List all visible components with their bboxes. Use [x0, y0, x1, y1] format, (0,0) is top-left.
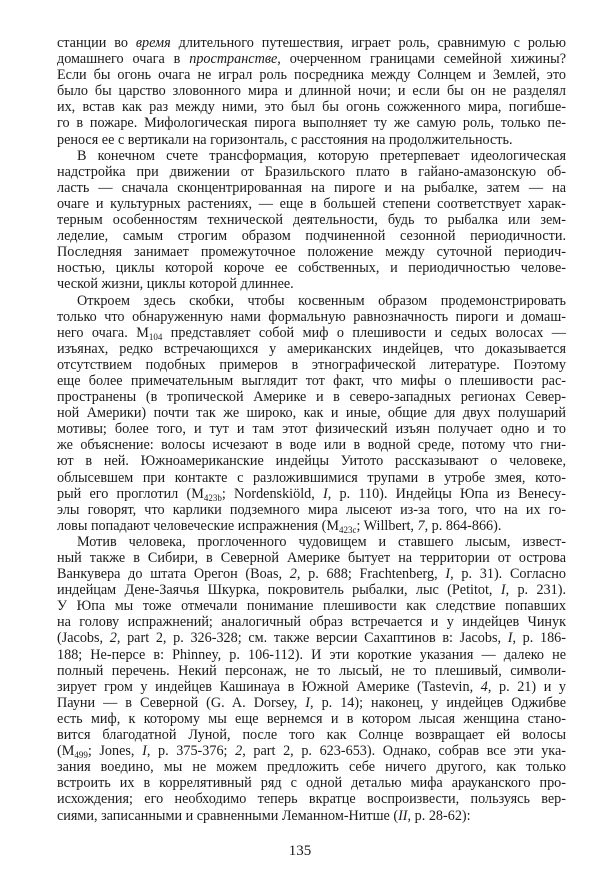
- text-line: [57, 115, 566, 131]
- text-run: изъянах, редко встречающихся у американских индейцев, что доказывается: [57, 340, 566, 357]
- text-line: [57, 808, 566, 824]
- text-line: [57, 51, 566, 67]
- text-line: [57, 148, 566, 164]
- page-body: [57, 35, 566, 824]
- text-run: полный перечень. Некий персонаж, не то лысый, не то плешивый, символи-: [57, 662, 566, 679]
- paragraph: [57, 35, 566, 148]
- text-line: [57, 373, 566, 389]
- text-line: [57, 582, 566, 598]
- paragraph: [57, 148, 566, 293]
- text-run: Мотив человека, проглоченного чудовищем и ставшего лысым, извест-: [77, 533, 566, 550]
- text-line: [57, 791, 566, 807]
- text-run: вится благодатной Луной, после того как Солнце возвращает ей волосы: [57, 727, 566, 744]
- text-line: [57, 244, 566, 260]
- italic-text: I: [500, 582, 506, 599]
- text-line: [57, 614, 566, 630]
- text-run: , p. 21) и у: [487, 678, 566, 695]
- myth-subscript: 423c: [338, 524, 357, 535]
- text-run: есть миф, к которому мы еще вернемся и в котором лысая женщина стано-: [57, 710, 566, 727]
- text-line: [57, 357, 566, 373]
- text-run: зания воедино, мы не можем предложить себе ничего другого, как только: [57, 759, 566, 776]
- text-run: , p. 688; Frachtenberg,: [296, 566, 446, 583]
- italic-text: 2: [235, 743, 243, 760]
- text-run: , p. 110). Индейцы Юпа из Венесу-: [327, 485, 567, 502]
- text-run: сиями, записанными и сравненными Леманном-Нитше (: [57, 807, 399, 824]
- text-line: [57, 276, 566, 292]
- text-run: было бы царство зловонного мира и длинной ночи; и если бы он не разделял: [57, 83, 566, 100]
- text-run: станции во: [57, 35, 136, 51]
- paragraph: [57, 293, 566, 534]
- text-line: [57, 598, 566, 614]
- text-run: У Юпа мы тоже отмечали понимание плешивости как следствие попавших: [57, 598, 566, 615]
- text-run: индейцам Дене-Заячья Шкурка, покровитель рыбалки, лыс (Petitot,: [57, 582, 501, 599]
- text-line: [57, 502, 566, 518]
- text-line: [57, 421, 566, 437]
- text-run: ют в ней. Южноамериканские индейцы Уитото рассказывают о человеке,: [57, 453, 566, 470]
- text-run: домашнего очага в: [57, 51, 190, 68]
- text-run: 188; Не-персе в: Phinney, p. 106-112). И эти короткие указания — далеко не: [57, 646, 566, 663]
- text-run: Последняя занимает промежуточное положение между суточной периодич-: [57, 244, 566, 261]
- text-line: [57, 405, 566, 421]
- text-run: Если бы огонь очага не играл роль посредника между Солнцем и Землей, это: [57, 67, 566, 84]
- text-run: ; Nordenskiöld,: [221, 485, 324, 502]
- text-line: [57, 99, 566, 115]
- page-number: 135: [288, 843, 312, 859]
- italic-text: I: [323, 485, 328, 502]
- text-line: [57, 759, 566, 775]
- text-run: элы говорят, что карлики подземного мира лысеют из-за того, что на их го-: [57, 501, 566, 518]
- text-line: [57, 293, 566, 309]
- italic-text: 2: [289, 566, 297, 583]
- italic-text: пространстве: [189, 51, 278, 68]
- italic-text: I: [305, 694, 311, 711]
- text-run: В конечном счете трансформация, которую претерпевает идеологическая: [77, 147, 566, 164]
- text-line: [57, 663, 566, 679]
- text-run: ; Jones,: [87, 743, 143, 760]
- text-run: зирует гром у индейцев Кашинауа в Южной Америке (Tastevin,: [57, 678, 481, 695]
- myth-subscript: 499: [74, 750, 88, 761]
- text-line: [57, 470, 566, 486]
- text-line: [57, 341, 566, 357]
- text-run: ной Америки) почти так же широко, как и иные, общие для двух полушарий: [57, 405, 566, 422]
- text-line: [57, 566, 566, 582]
- text-line: [57, 647, 566, 663]
- text-run: надстройка при движении от Бразильского плато в гайано-амазонскую об-: [57, 163, 566, 180]
- text-run: еще более примечательным выглядит тот факт, что мифы о плешивости рас-: [57, 372, 566, 389]
- paragraph: [57, 534, 566, 824]
- text-line: [57, 389, 566, 405]
- text-run: представляет собой миф о плешивости и седых волосах —: [162, 324, 566, 341]
- text-line: [57, 453, 566, 469]
- text-run: встроить их в коррелятивный ряд с одной деталью мифа арауканского про-: [57, 775, 566, 792]
- text-line: [57, 67, 566, 83]
- text-line: [57, 83, 566, 99]
- italic-text: I: [445, 566, 451, 583]
- text-run: только что обнаруженную нами формальную равнозначность пироги и домаш-: [57, 308, 566, 325]
- text-run: него очага. M: [57, 324, 149, 341]
- text-run: , p. 375-376;: [146, 743, 236, 760]
- text-run: ностью, циклы которой короче ее собственных, и периодичностью челове-: [57, 260, 566, 277]
- text-run: ловы попадают человеческие испражнения (M: [57, 517, 339, 534]
- italic-text: 7: [417, 517, 425, 534]
- text-run: ный также в Сибири, в Северной Америке бытует на территории от острова: [57, 550, 566, 566]
- text-line: [57, 695, 566, 711]
- italic-text: 4: [480, 678, 488, 695]
- text-run: отсутствием подобных примеров в этнографической литературе. Поэтому: [57, 356, 566, 373]
- text-line: [57, 196, 566, 212]
- text-run: пространены (в тропической Америке и в северо-западных регионах Север-: [57, 389, 566, 406]
- text-run: исхождения; его необходимо теперь вкратце воспроизвести, пользуясь вер-: [57, 791, 566, 808]
- text-run: их, встав как раз между ними, это был бы огонь сожженного мира, погибше-: [57, 99, 566, 116]
- text-run: Пауни — в Северной (G. A. Dorsey,: [57, 694, 306, 711]
- italic-text: I: [142, 743, 147, 760]
- text-run: (M: [57, 743, 75, 760]
- text-run: , p. 14); наконец, у индейцев Оджибве: [310, 694, 566, 711]
- text-run: очаге и культурных растениях, — еще в большей степени соответствует харак-: [57, 195, 566, 212]
- text-run: облысевшем при контакте с разложившимися трупами в утробе змея, кото-: [57, 469, 566, 486]
- myth-subscript: 423b: [203, 492, 222, 503]
- text-line: [57, 325, 566, 341]
- italic-text: I: [507, 630, 513, 647]
- text-line: [57, 775, 566, 791]
- text-line: [57, 679, 566, 695]
- text-run: рый его проглотил (M: [57, 485, 204, 502]
- text-line: [57, 534, 566, 550]
- text-run: на голову испражнений; аналогичный образ встречается и у индейцев Чинук: [57, 614, 566, 631]
- text-run: же объяснение: волосы исчезают в воде или в водной среде, потому что гни-: [57, 437, 566, 454]
- text-line: [57, 550, 566, 566]
- italic-text: время: [135, 35, 171, 51]
- italic-text: 2: [109, 630, 117, 647]
- text-line: [57, 309, 566, 325]
- text-line: [57, 518, 566, 534]
- text-line: [57, 132, 566, 148]
- text-run: , p. 864-866).: [424, 517, 502, 534]
- text-line: [57, 180, 566, 196]
- text-line: [57, 727, 566, 743]
- text-line: [57, 630, 566, 646]
- text-line: [57, 35, 566, 51]
- text-run: ренося ее с вертикали на горизонталь, с расстояния на продолжительность.: [57, 131, 513, 148]
- text-line: [57, 711, 566, 727]
- myth-subscript: 104: [148, 331, 163, 342]
- text-run: ческой жизни, циклы которой длиннее.: [57, 276, 294, 293]
- text-line: [57, 486, 566, 502]
- text-run: го в пожаре. Мифологическая пирога выполняет ту же самую роль, только пе-: [57, 115, 566, 132]
- text-run: , part 2, p. 326-328; см. также версии Сахаптинов в: Jacobs,: [116, 630, 508, 647]
- text-run: , part 2, p. 623-653). Однако, собрав все эти ука-: [242, 743, 566, 760]
- text-run: Откроем здесь скобки, чтобы косвенным образом продемонстрировать: [77, 292, 566, 309]
- text-run: ; Willbert,: [356, 517, 418, 534]
- text-line: [57, 212, 566, 228]
- text-run: леделие, самым строгим образом подчиненной сезонной периодичности.: [57, 228, 566, 245]
- text-line: [57, 260, 566, 276]
- text-run: , очерченном границами семейной хижины?: [277, 51, 566, 68]
- text-run: , p. 28-62):: [407, 807, 471, 824]
- text-line: [57, 164, 566, 180]
- text-run: мотивы; более того, и тут и там этот физический изъян получает одно и то: [57, 421, 566, 438]
- text-line: [57, 437, 566, 453]
- text-run: Ванкувера до штата Орегон (Boas,: [57, 566, 290, 583]
- text-line: [57, 743, 566, 759]
- text-run: , p. 186-: [512, 630, 566, 647]
- text-run: , p. 31). Согласно: [450, 566, 566, 583]
- text-line: [57, 228, 566, 244]
- text-run: , p. 231).: [505, 582, 566, 599]
- italic-text: II: [398, 807, 408, 824]
- text-run: ласть — сначала сконцентрированная на пироге и на рыбалке, затем — на: [57, 179, 566, 196]
- text-run: длительного путешествия, играет роль, сравнимую с ролью: [170, 35, 566, 51]
- text-run: (Jacobs,: [57, 630, 110, 647]
- text-run: терным особенностям технической деятельности, будь то рыбалка или зем-: [57, 212, 566, 229]
